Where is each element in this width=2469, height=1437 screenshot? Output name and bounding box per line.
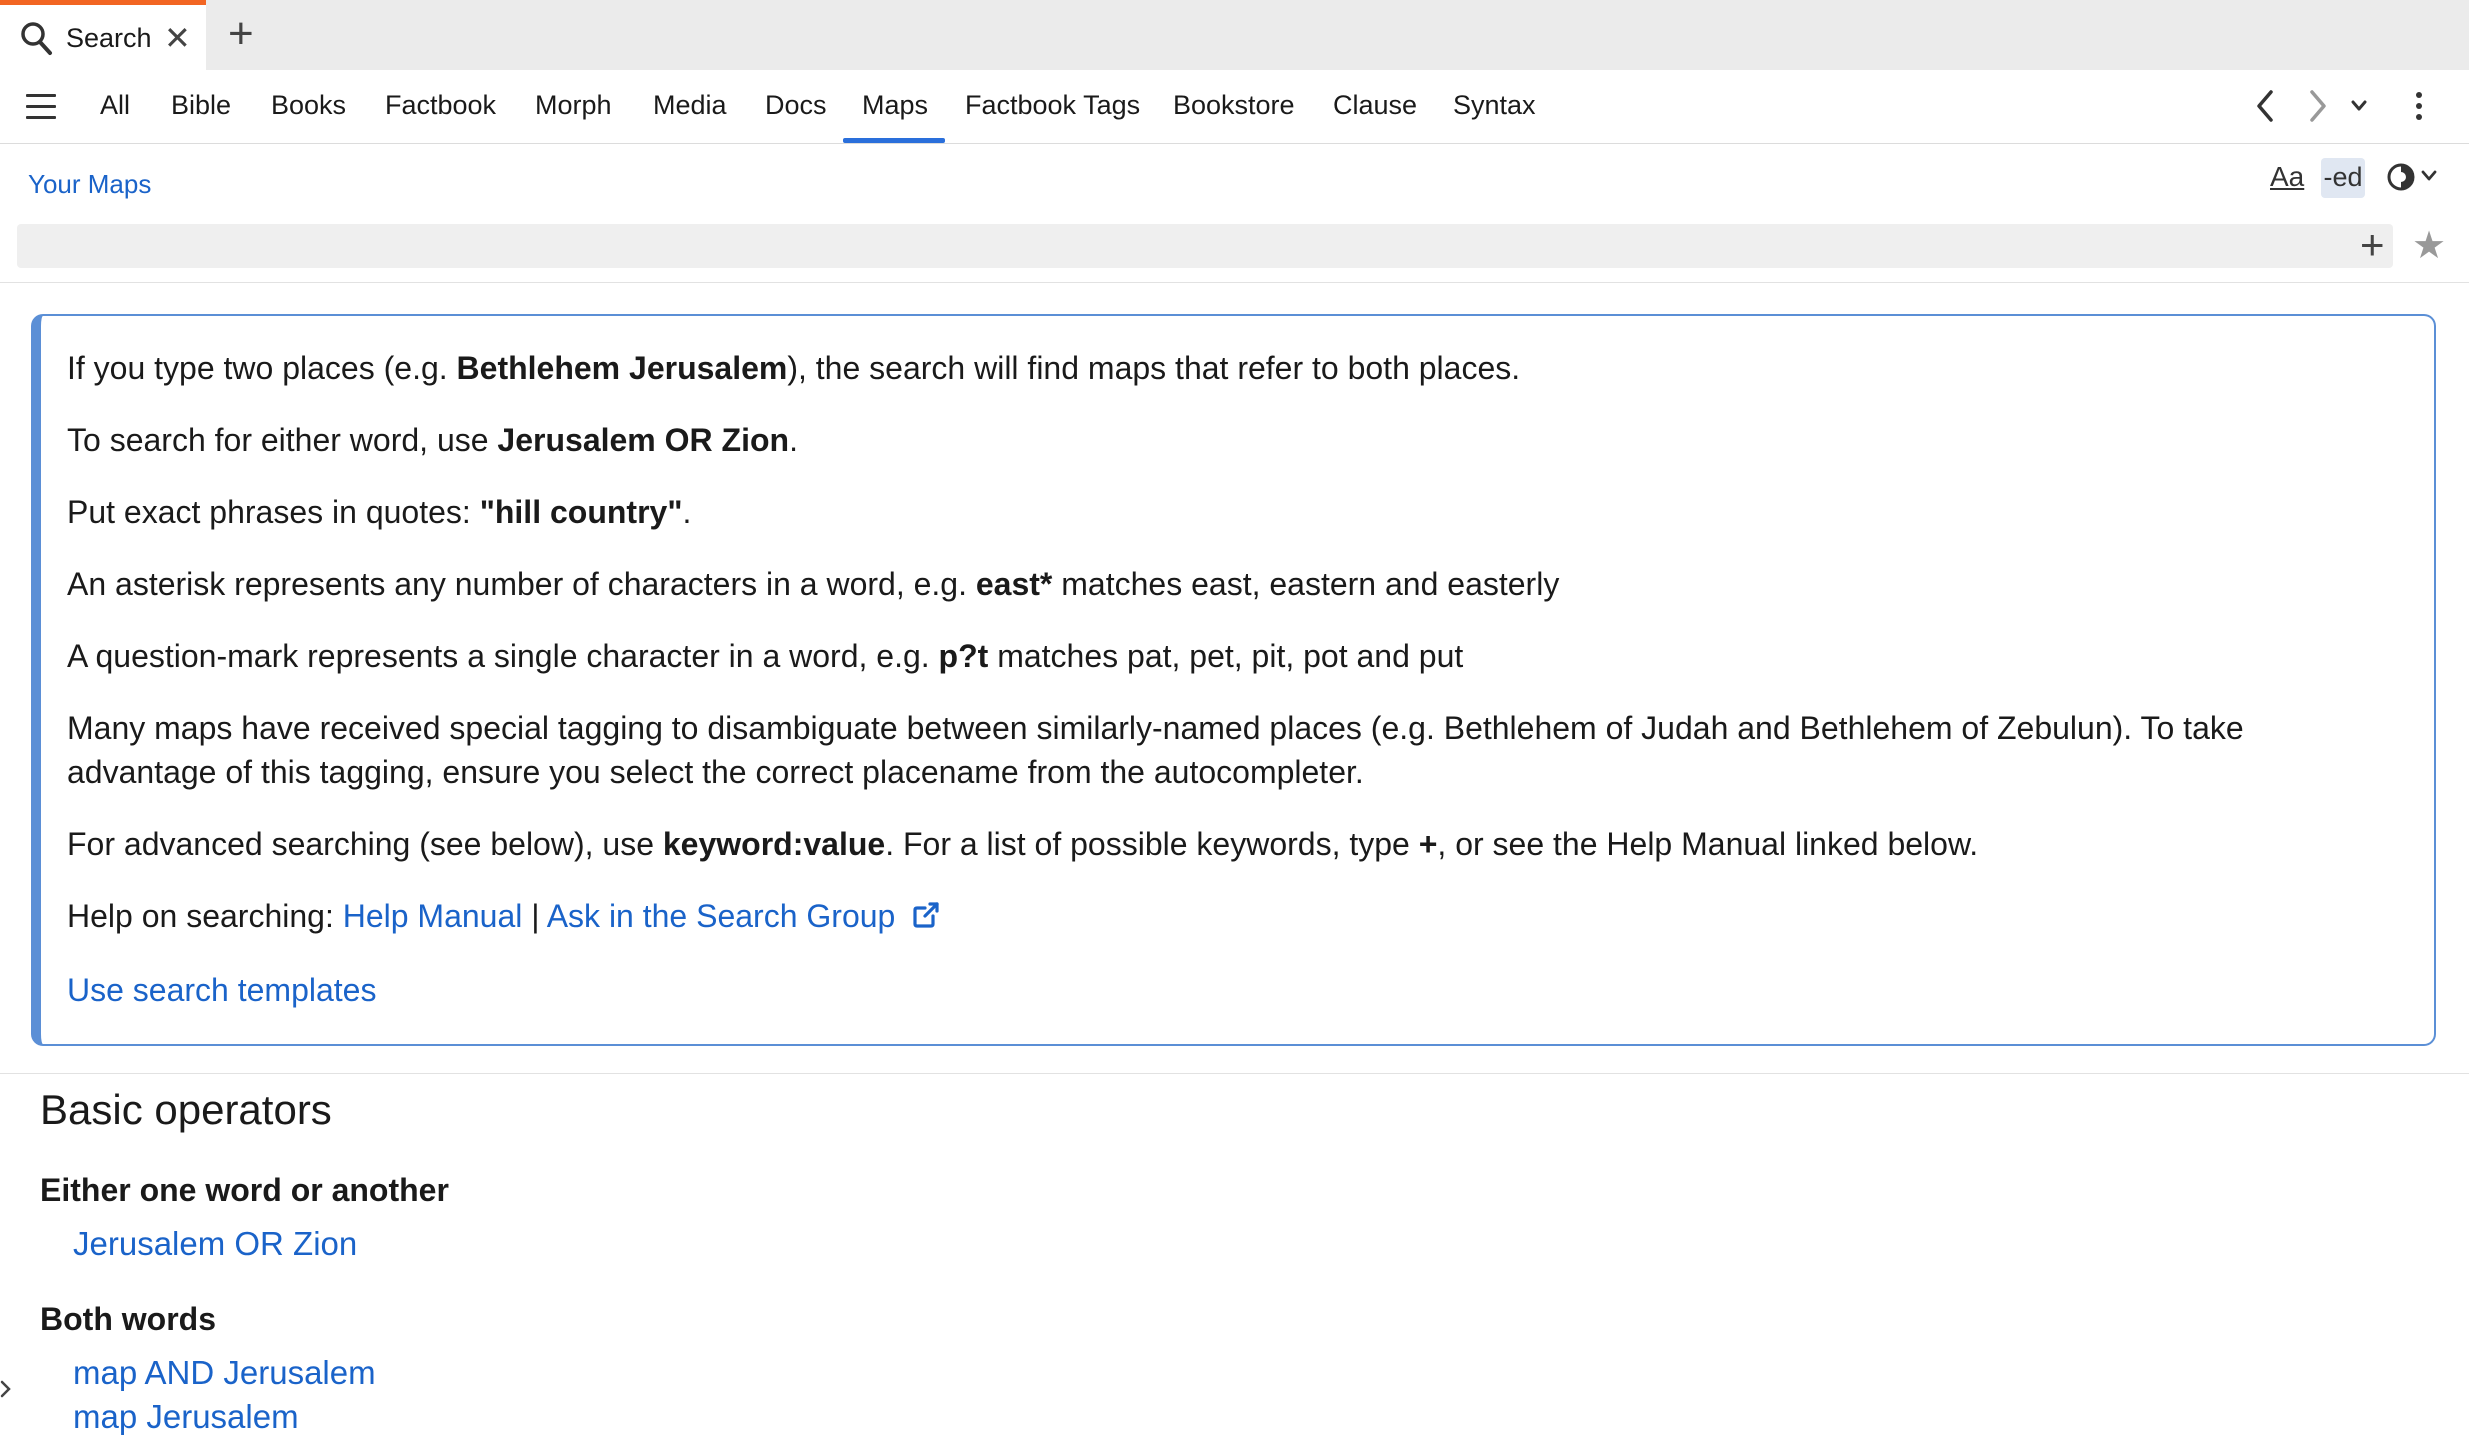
contrast-icon[interactable]	[2386, 162, 2416, 197]
hamburger-icon[interactable]	[26, 94, 56, 120]
chevron-right-icon[interactable]	[2307, 84, 2329, 133]
close-icon[interactable]: ✕	[164, 20, 191, 56]
morphology-toggle-button[interactable]: -ed	[2321, 158, 2365, 198]
divider	[0, 1073, 2469, 1074]
nav-tab-media[interactable]: Media	[653, 90, 727, 120]
example-link[interactable]: map AND Jerusalem	[73, 1354, 376, 1391]
nav-tab-clause[interactable]: Clause	[1333, 90, 1418, 120]
nav-tab-books[interactable]: Books	[271, 90, 347, 120]
nav-tab-factbook[interactable]: Factbook	[385, 90, 497, 120]
example-link[interactable]: map Jerusalem	[73, 1398, 299, 1435]
search-group-link[interactable]: Ask in the Search Group	[546, 898, 896, 934]
chevron-left-icon[interactable]	[2254, 84, 2276, 133]
help-line: For advanced searching (see below), use keyword:value. For a list of possible keywords, type +, or see the Help Manual linked below.	[67, 826, 1979, 862]
chevron-down-icon[interactable]	[2349, 84, 2369, 133]
nav-tab-docs[interactable]: Docs	[765, 90, 827, 120]
nav-tab-bible[interactable]: Bible	[171, 90, 232, 120]
chevron-right-icon[interactable]	[0, 1376, 12, 1409]
operator-heading: Both words	[40, 1301, 216, 1337]
nav-tab-factbook-tags[interactable]: Factbook Tags	[965, 90, 1141, 120]
your-maps-link[interactable]: Your Maps	[28, 169, 152, 199]
help-line: Put exact phrases in quotes: "hill country".	[67, 494, 692, 530]
active-tab-indicator	[843, 138, 945, 143]
search-icon	[20, 21, 54, 62]
operator-heading: Either one word or another	[40, 1172, 449, 1208]
chevron-down-icon[interactable]	[2420, 166, 2438, 192]
star-icon[interactable]: ★	[2412, 225, 2447, 267]
search-templates-link[interactable]: Use search templates	[67, 972, 377, 1008]
nav-tab-syntax[interactable]: Syntax	[1453, 90, 1536, 120]
tab-label: Search	[66, 23, 152, 53]
font-size-button[interactable]: Aa	[2270, 161, 2305, 192]
help-line: An asterisk represents any number of characters in a word, e.g. east* matches east, eastern and easterly	[67, 566, 1560, 602]
help-line: Many maps have received special tagging to disambiguate between similarly-named places (e.g. Bethlehem of Judah and Bethlehem of Zebulun). To take advantage of this tagging, ensure you select the correct placename from the autocompleter.	[67, 710, 2244, 790]
nav-tab-maps[interactable]: Maps	[862, 90, 929, 120]
nav-tab-bookstore[interactable]: Bookstore	[1173, 90, 1295, 120]
search-input[interactable]	[17, 221, 2393, 268]
help-line: A question-mark represents a single character in a word, e.g. p?t matches pat, pet, pit, pot and put	[67, 638, 1464, 674]
nav-tab-all[interactable]: All	[100, 90, 131, 120]
tab-search[interactable]	[0, 0, 206, 70]
kebab-icon[interactable]	[2416, 92, 2424, 125]
help-line: Help on searching: Help Manual | Ask in the Search Group	[67, 894, 2434, 940]
plus-icon[interactable]: +	[228, 9, 254, 58]
help-manual-link[interactable]: Help Manual	[342, 898, 523, 934]
help-line: If you type two places (e.g. Bethlehem Jerusalem), the search will find maps that refer to both places.	[67, 350, 1521, 386]
external-link-icon	[912, 896, 940, 940]
plus-icon[interactable]: +	[2360, 221, 2385, 268]
help-line	[67, 968, 2434, 1012]
search-help-box	[31, 314, 2436, 1046]
example-link[interactable]: Jerusalem OR Zion	[73, 1225, 358, 1262]
tab-strip	[0, 0, 2469, 70]
section-title: Basic operators	[40, 1086, 332, 1133]
search-type-bar	[0, 70, 2469, 144]
help-line: To search for either word, use Jerusalem OR Zion.	[67, 422, 798, 458]
nav-tab-morph[interactable]: Morph	[535, 90, 612, 120]
divider	[0, 282, 2469, 283]
